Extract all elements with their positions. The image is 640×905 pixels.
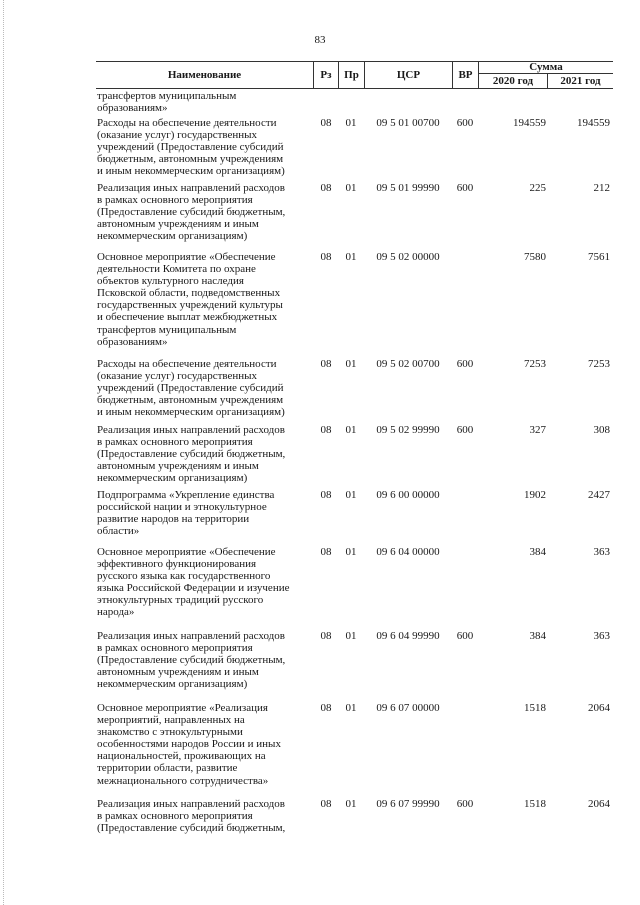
row-name: Основное мероприятие «Обеспечение эффективного функционирования русского языка как государственного языка Российской Федерации и изучение этнокультурных традиций русского народа» [97,546,290,619]
row-name: Основное мероприятие «Обеспечение деятельности Комитета по охране объектов культурного наследия Псковской области, подведомственных государственных учреждений культуры и обеспечение выплат межбюджетных трансфертов муниципальным образованиям» [97,251,283,348]
row-csr: 09 6 07 00000 [376,702,440,714]
row-csr: 09 5 02 99990 [376,424,440,436]
row-csr: 09 5 02 00000 [376,251,440,263]
row-pr: 01 [345,702,357,714]
row-vr: 600 [456,117,474,129]
row-sum-2021: 7253 [588,358,610,370]
row-sum-2020: 327 [529,424,546,436]
sum-divider [478,73,613,74]
header-pr: Пр [344,69,359,81]
row-sum-2020: 1518 [524,798,546,810]
row-vr: 600 [456,182,474,194]
row-rz: 08 [320,424,332,436]
header-name: Наименование [167,69,242,81]
row-pr: 01 [345,630,357,642]
row-rz: 08 [320,489,332,501]
row-rz: 08 [320,251,332,263]
row-csr: 09 5 02 00700 [376,358,440,370]
row-rz: 08 [320,117,332,129]
row-csr: 09 6 04 99990 [376,630,440,642]
row-rz: 08 [320,546,332,558]
header-csr: ЦСР [396,69,421,81]
row-vr: 600 [456,630,474,642]
row-sum-2021: 194559 [577,117,610,129]
row-vr: 600 [456,798,474,810]
row-pr: 01 [345,424,357,436]
row-name: Основное мероприятие «Реализация мероприятий, направленных на знакомство с этнокультурными особенностями народов России и иных национальностей, проживающих на территории области, развитие межнационального сотрудничества» [97,702,281,787]
row-sum-2020: 1518 [524,702,546,714]
row-pr: 01 [345,117,357,129]
row-vr: 600 [456,424,474,436]
row-rz: 08 [320,182,332,194]
row-rz: 08 [320,798,332,810]
row-sum-2021: 363 [593,630,610,642]
row-sum-2021: 212 [593,182,610,194]
row-pr: 01 [345,798,357,810]
row-sum-2021: 363 [593,546,610,558]
row-vr: 600 [456,358,474,370]
row-name: Реализация иных направлений расходов в рамках основного мероприятия (Предоставление субсидий бюджетным, автономным учреждениям и иным некоммерческим организациям) [97,630,286,691]
row-csr: 09 5 01 00700 [376,117,440,129]
row-name: Реализация иных направлений расходов в рамках основного мероприятия (Предоставление субсидий бюджетным, автономным учреждениям и иным некоммерческим организациям) [97,182,286,243]
row-csr: 09 6 00 00000 [376,489,440,501]
row-csr: 09 6 04 00000 [376,546,440,558]
row-sum-2021: 7561 [588,251,610,263]
row-rz: 08 [320,702,332,714]
row-csr: 09 6 07 99990 [376,798,440,810]
row-name: Реализация иных направлений расходов в рамках основного мероприятия (Предоставление субсидий бюджетным, [97,798,286,835]
row-name: трансфертов муниципальным образованиям» [97,90,237,115]
row-pr: 01 [345,251,357,263]
row-pr: 01 [345,489,357,501]
header-sum: Сумма [529,61,563,73]
row-sum-2020: 225 [529,182,546,194]
row-pr: 01 [345,546,357,558]
header-rz: Рз [320,69,332,81]
row-name: Расходы на обеспечение деятельности (оказание услуг) государственных учреждений (Предоставление субсидий бюджетным, автономным учреждениям и иным некоммерческим организациям) [97,117,285,178]
row-sum-2021: 2427 [588,489,610,501]
row-name: Расходы на обеспечение деятельности (оказание услуг) государственных учреждений (Предоставление субсидий бюджетным, автономным учреждениям и иным некоммерческим организациям) [97,358,285,419]
row-sum-2021: 308 [593,424,610,436]
row-sum-2020: 194559 [513,117,546,129]
row-sum-2020: 1902 [524,489,546,501]
row-sum-2020: 7253 [524,358,546,370]
header-2020: 2020 год [492,75,534,87]
row-csr: 09 5 01 99990 [376,182,440,194]
header-vr: ВР [458,69,473,81]
row-pr: 01 [345,182,357,194]
row-sum-2020: 384 [529,630,546,642]
row-name: Реализация иных направлений расходов в рамках основного мероприятия (Предоставление субсидий бюджетным, автономным учреждениям и иным некоммерческим организациям) [97,424,286,485]
row-rz: 08 [320,358,332,370]
header-bottom-border [96,88,613,89]
row-sum-2021: 2064 [588,798,610,810]
header-2021: 2021 год [560,75,601,87]
row-sum-2020: 7580 [524,251,546,263]
row-rz: 08 [320,630,332,642]
row-name: Подпрограмма «Укрепление единства российской нации и этнокультурное развитие народов на территории области» [97,489,275,538]
page-number: 83 [314,34,326,46]
scan-edge [3,0,5,905]
row-sum-2020: 384 [529,546,546,558]
row-pr: 01 [345,358,357,370]
row-sum-2021: 2064 [588,702,610,714]
